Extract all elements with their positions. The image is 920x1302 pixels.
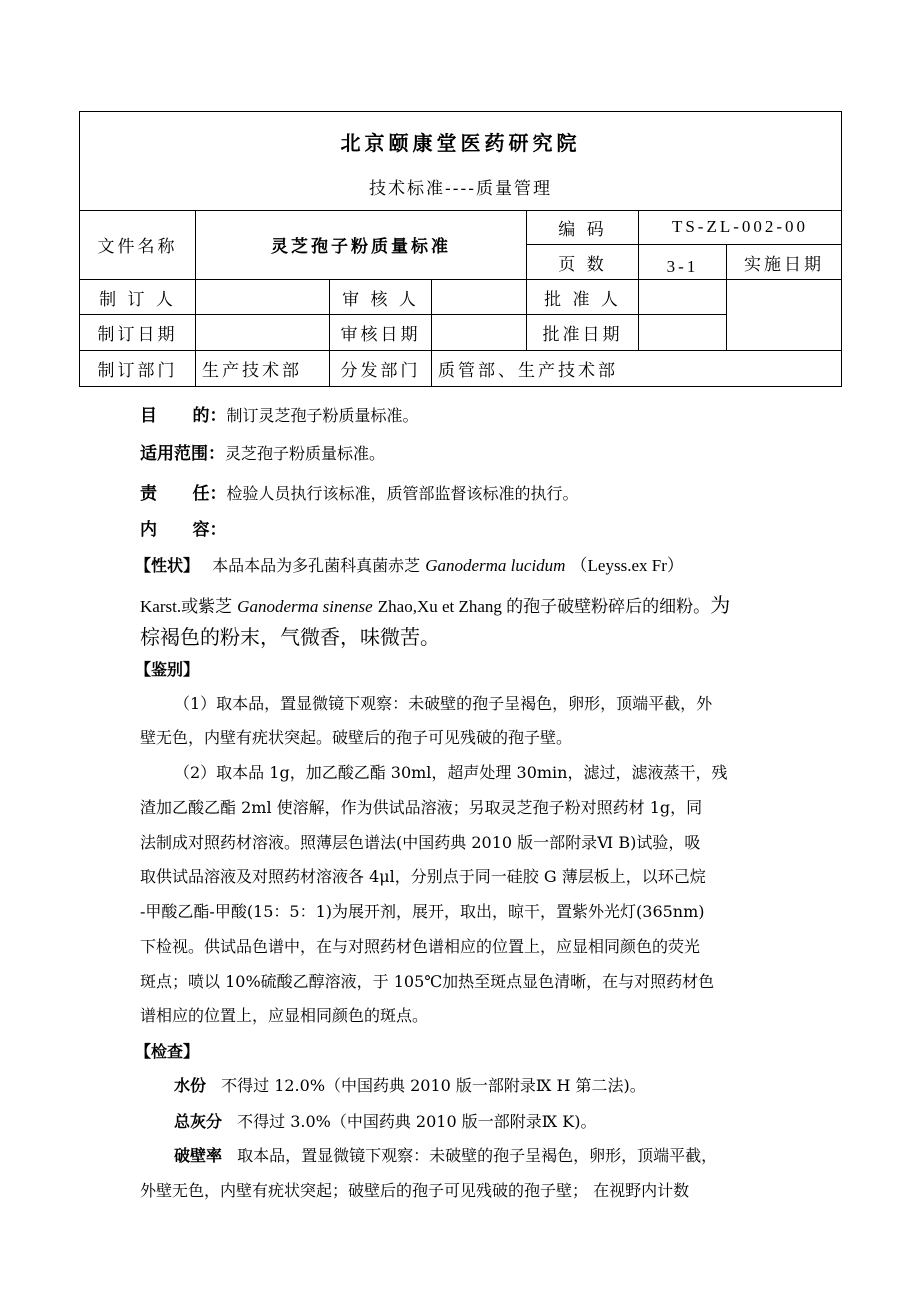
inspection-label: 【检查】 xyxy=(135,1042,200,1061)
break-rate-line-1 xyxy=(174,1143,717,1166)
content-heading xyxy=(140,515,227,540)
latin-name-1: Ganoderma lucidum xyxy=(425,556,566,575)
drafter-value xyxy=(196,280,330,315)
ident-2-line-7: 斑点；喷以 10%硫酸乙醇溶液，于 105℃加热至斑点显色清晰，在与对照药材色 xyxy=(140,972,715,991)
moisture-label: 水份 xyxy=(174,1076,207,1095)
ash-text: 不得过 3.0%（中国药典 2010 版一部附录Ⅸ K)。 xyxy=(237,1112,597,1131)
purpose-label: 目 的： xyxy=(140,406,227,426)
character-line-2 xyxy=(140,589,730,618)
identification-label: 【鉴别】 xyxy=(135,660,200,679)
scope-text: 灵芝孢子粉质量标准。 xyxy=(225,444,386,463)
ident-2-line-5: -甲酸乙酯-甲酸(15：5：1)为展开剂，展开，取出，晾干，置紫外光灯(365nm) xyxy=(140,902,705,921)
dist-dept-value: 质管部、生产技术部 xyxy=(432,350,842,386)
effective-date-label: 实施日期 xyxy=(727,244,842,279)
reviewer-label: 审 核 人 xyxy=(330,280,432,315)
break-rate-label: 破壁率 xyxy=(174,1146,223,1165)
review-date-label: 审核日期 xyxy=(330,315,432,350)
moisture-line xyxy=(174,1073,646,1096)
reviewer-value xyxy=(432,280,527,315)
latin-name-2: Ganoderma sinense xyxy=(237,597,373,616)
code-label: 编 码 xyxy=(527,210,639,244)
draft-date-label: 制订日期 xyxy=(80,315,196,350)
page-label: 页 数 xyxy=(527,244,639,279)
draft-date-value xyxy=(196,315,330,350)
ident-2-line-8: 谱相应的位置上，应显相同颜色的斑点。 xyxy=(140,1006,429,1025)
doc-category: 技术标准----质量管理 xyxy=(369,178,552,199)
approver-label: 批 准 人 xyxy=(527,280,639,315)
ident-2-line-6: 下检视。供试品色谱中，在与对照药材色谱相应的位置上，应显相同颜色的荧光 xyxy=(140,937,701,956)
draft-dept-value: 生产技术部 xyxy=(196,350,330,386)
ident-2-line-4: 取供试品溶液及对照药材溶液各 4μl，分别点于同一硅胶 G 薄层板上，以环己烷 xyxy=(140,867,706,886)
draft-dept-label: 制订部门 xyxy=(80,350,196,386)
character-line-3: 棕褐色的粉末，气微香，味微苦。 xyxy=(140,625,440,649)
code-value: TS-ZL-002-00 xyxy=(639,210,842,244)
purpose-line xyxy=(140,401,419,426)
review-date-value xyxy=(432,315,527,350)
moisture-text: 不得过 12.0%（中国药典 2010 版一部附录Ⅸ H 第二法)。 xyxy=(221,1076,646,1095)
ash-line xyxy=(174,1109,596,1132)
dist-dept-label: 分发部门 xyxy=(330,350,432,386)
page-value: 3-1 xyxy=(639,244,727,279)
ident-2-line-2: 渣加乙酸乙酯 2ml 使溶解，作为供试品溶液；另取灵芝孢子粉对照药材 1g，同 xyxy=(140,798,703,817)
character-text-2c: 为 xyxy=(710,593,731,617)
character-text-2: Karst.或紫芝 xyxy=(140,597,233,616)
doc-name: 灵芝孢子粉质量标准 xyxy=(196,210,527,279)
character-text-1: 本品本品为多孔菌科真菌赤芝 xyxy=(212,556,421,575)
approve-date-label: 批准日期 xyxy=(527,315,639,350)
ident-1-line-2: 壁无色，内壁有疣状突起。破壁后的孢子可见残破的孢子壁。 xyxy=(140,728,573,747)
ident-2-line-3: 法制成对照药材溶液。照薄层色谱法(中国药典 2010 版一部附录Ⅵ B)试验，吸 xyxy=(140,833,701,852)
header-table xyxy=(79,111,842,387)
responsibility-line xyxy=(140,479,579,504)
break-rate-line-2: 外壁无色，内壁有疣状突起；破壁后的孢子可见残破的孢子壁； 在视野内计数 xyxy=(140,1181,690,1200)
character-line-1 xyxy=(135,551,684,576)
character-text-2b: Zhao,Xu et Zhang 的孢子破壁粉碎后的细粉。 xyxy=(377,597,711,616)
character-label: 【性状】 xyxy=(135,556,200,575)
ident-2-line-1: （2）取本品 1g，加乙酸乙酯 30ml，超声处理 30min，滤过，滤液蒸干，残 xyxy=(174,763,728,782)
doc-name-label: 文件名称 xyxy=(80,210,196,279)
effective-date-value xyxy=(727,280,842,351)
content-label: 内 容： xyxy=(140,520,227,540)
break-rate-text-1: 取本品，置显微镜下观察：未破壁的孢子呈褐色，卵形，顶端平截， xyxy=(237,1146,718,1165)
title-cell xyxy=(80,112,842,211)
responsibility-label: 责 任： xyxy=(140,484,227,504)
institute-name: 北京颐康堂医药研究院 xyxy=(340,130,581,155)
ash-label: 总灰分 xyxy=(174,1112,223,1131)
purpose-text: 制订灵芝孢子粉质量标准。 xyxy=(226,406,419,425)
scope-label: 适用范围： xyxy=(140,444,225,464)
ident-1-line-1: （1）取本品，置显微镜下观察：未破壁的孢子呈褐色，卵形，顶端平截，外 xyxy=(174,694,713,713)
approver-value xyxy=(639,280,727,315)
character-authority-1: （Leyss.ex Fr） xyxy=(570,556,684,575)
scope-line xyxy=(140,439,385,464)
drafter-label: 制 订 人 xyxy=(80,280,196,315)
responsibility-text: 检验人员执行该标准，质管部监督该标准的执行。 xyxy=(226,484,579,503)
approve-date-value xyxy=(639,315,727,350)
